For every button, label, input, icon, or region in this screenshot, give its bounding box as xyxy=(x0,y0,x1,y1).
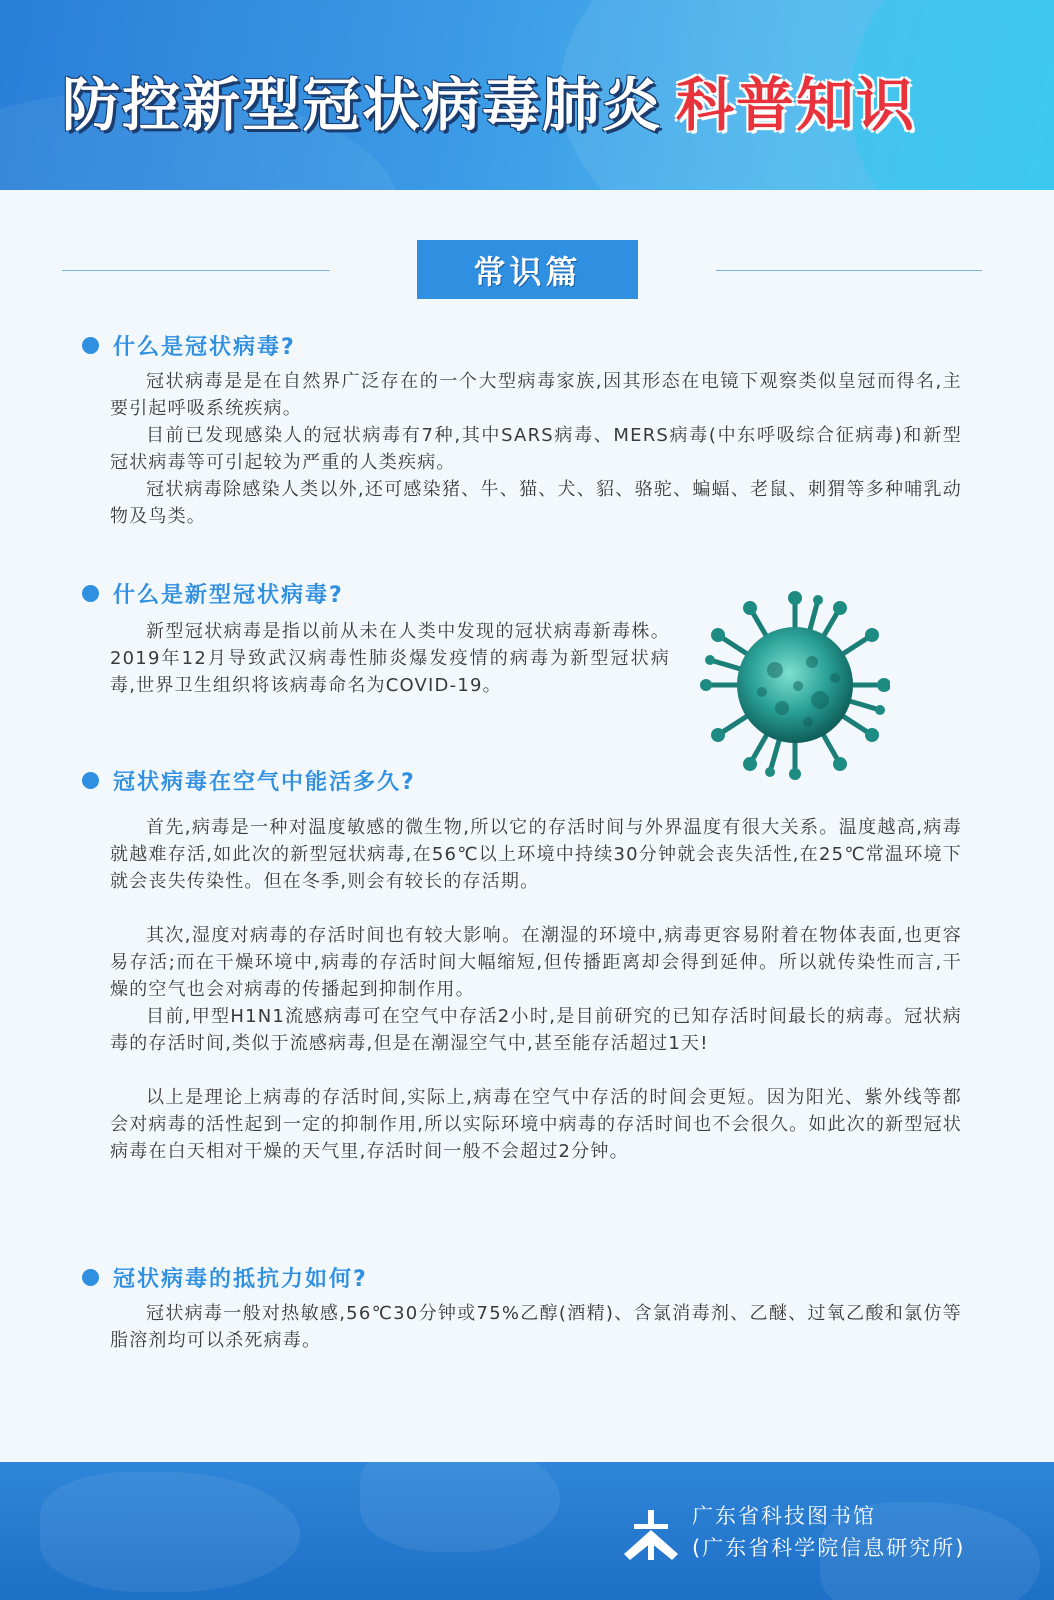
section-heading-resistance xyxy=(82,1262,368,1293)
library-logo-icon xyxy=(622,1508,680,1562)
bullet-dot-icon xyxy=(82,772,99,789)
paragraph: 冠状病毒除感染人类以外,还可感染猪、牛、猫、犬、貂、骆驼、蝙蝠、老鼠、刺猬等多种哺乳动物及鸟类。 xyxy=(110,479,962,527)
paragraph: 新型冠状病毒是指以前从未在人类中发现的冠状病毒新毒株。2019年12月导致武汉病毒性肺炎爆发疫情的病毒为新型冠状病毒,世界卫生组织将该病毒命名为COVID-19。 xyxy=(110,621,670,696)
heading-text: 什么是冠状病毒? xyxy=(113,335,296,360)
paragraph: 冠状病毒一般对热敏感,56℃30分钟或75%乙醇(酒精)、含氯消毒剂、乙醚、过氧乙酸和氯仿等脂溶剂均可以杀死病毒。 xyxy=(110,1303,962,1351)
paragraph: 其次,湿度对病毒的存活时间也有较大影响。在潮湿的环境中,病毒更容易附着在物体表面,也更容易存活;而在干燥环境中,病毒的存活时间大幅缩短,但传播距离却会得到延伸。所以就传染性而言,干燥的空气也会对病毒的传播起到抑制作用。 xyxy=(110,925,962,1000)
divider-left xyxy=(62,270,330,271)
page-title xyxy=(62,58,916,142)
footer-banner xyxy=(0,1462,1054,1600)
section-heading-what-is-coronavirus xyxy=(82,330,296,361)
organization-name: 广东省科技图书馆 xyxy=(692,1504,876,1528)
section-badge: 常识篇 xyxy=(417,240,638,299)
heading-text: 冠状病毒的抵抗力如何? xyxy=(113,1267,368,1292)
paragraph: 以上是理论上病毒的存活时间,实际上,病毒在空气中存活的时间会更短。因为阳光、紫外线等都会对病毒的活性起到一定的抑制作用,所以实际环境中病毒的存活时间也不会很久。如此次的新型冠状病毒在白天相对干燥的天气里,存活时间一般不会超过2分钟。 xyxy=(110,1087,962,1162)
bullet-dot-icon xyxy=(82,585,99,602)
divider-right xyxy=(716,270,982,271)
section-heading-what-is-novel-coronavirus xyxy=(82,578,344,609)
paragraph: 冠状病毒是是在自然界广泛存在的一个大型病毒家族,因其形态在电镜下观察类似皇冠而得名,主要引起呼吸系统疾病。 xyxy=(110,371,962,419)
paragraph: 目前,甲型H1N1流感病毒可在空气中存活2小时,是目前研究的已知存活时间最长的病毒。冠状病毒的存活时间,类似于流感病毒,但是在潮湿空气中,甚至能存活超过1天! xyxy=(110,1006,962,1054)
heading-text: 什么是新型冠状病毒? xyxy=(113,583,344,608)
virus-icon xyxy=(700,590,890,780)
section-heading-survival-in-air xyxy=(82,765,416,796)
title-main: 防控新型冠状病毒肺炎 xyxy=(62,71,663,139)
world-map-decoration xyxy=(360,1462,560,1552)
world-map-decoration xyxy=(40,1472,300,1592)
title-accent: 科普知识 xyxy=(676,71,917,139)
bullet-dot-icon xyxy=(82,1269,99,1286)
organization-subtitle: (广东省科学院信息研究所) xyxy=(692,1536,966,1560)
paragraph: 目前已发现感染人的冠状病毒有7种,其中SARS病毒、MERS病毒(中东呼吸综合征病毒)和新型冠状病毒等可引起较为严重的人类疾病。 xyxy=(110,425,962,473)
paragraph: 首先,病毒是一种对温度敏感的微生物,所以它的存活时间与外界温度有很大关系。温度越高,病毒就越难存活,如此次的新型冠状病毒,在56℃以上环境中持续30分钟就会丧失活性,在25℃常温环境下就会丧失传染性。但在冬季,则会有较长的存活期。 xyxy=(110,817,962,892)
heading-text: 冠状病毒在空气中能活多久? xyxy=(113,770,416,795)
bullet-dot-icon xyxy=(82,337,99,354)
header-banner xyxy=(0,0,1054,190)
